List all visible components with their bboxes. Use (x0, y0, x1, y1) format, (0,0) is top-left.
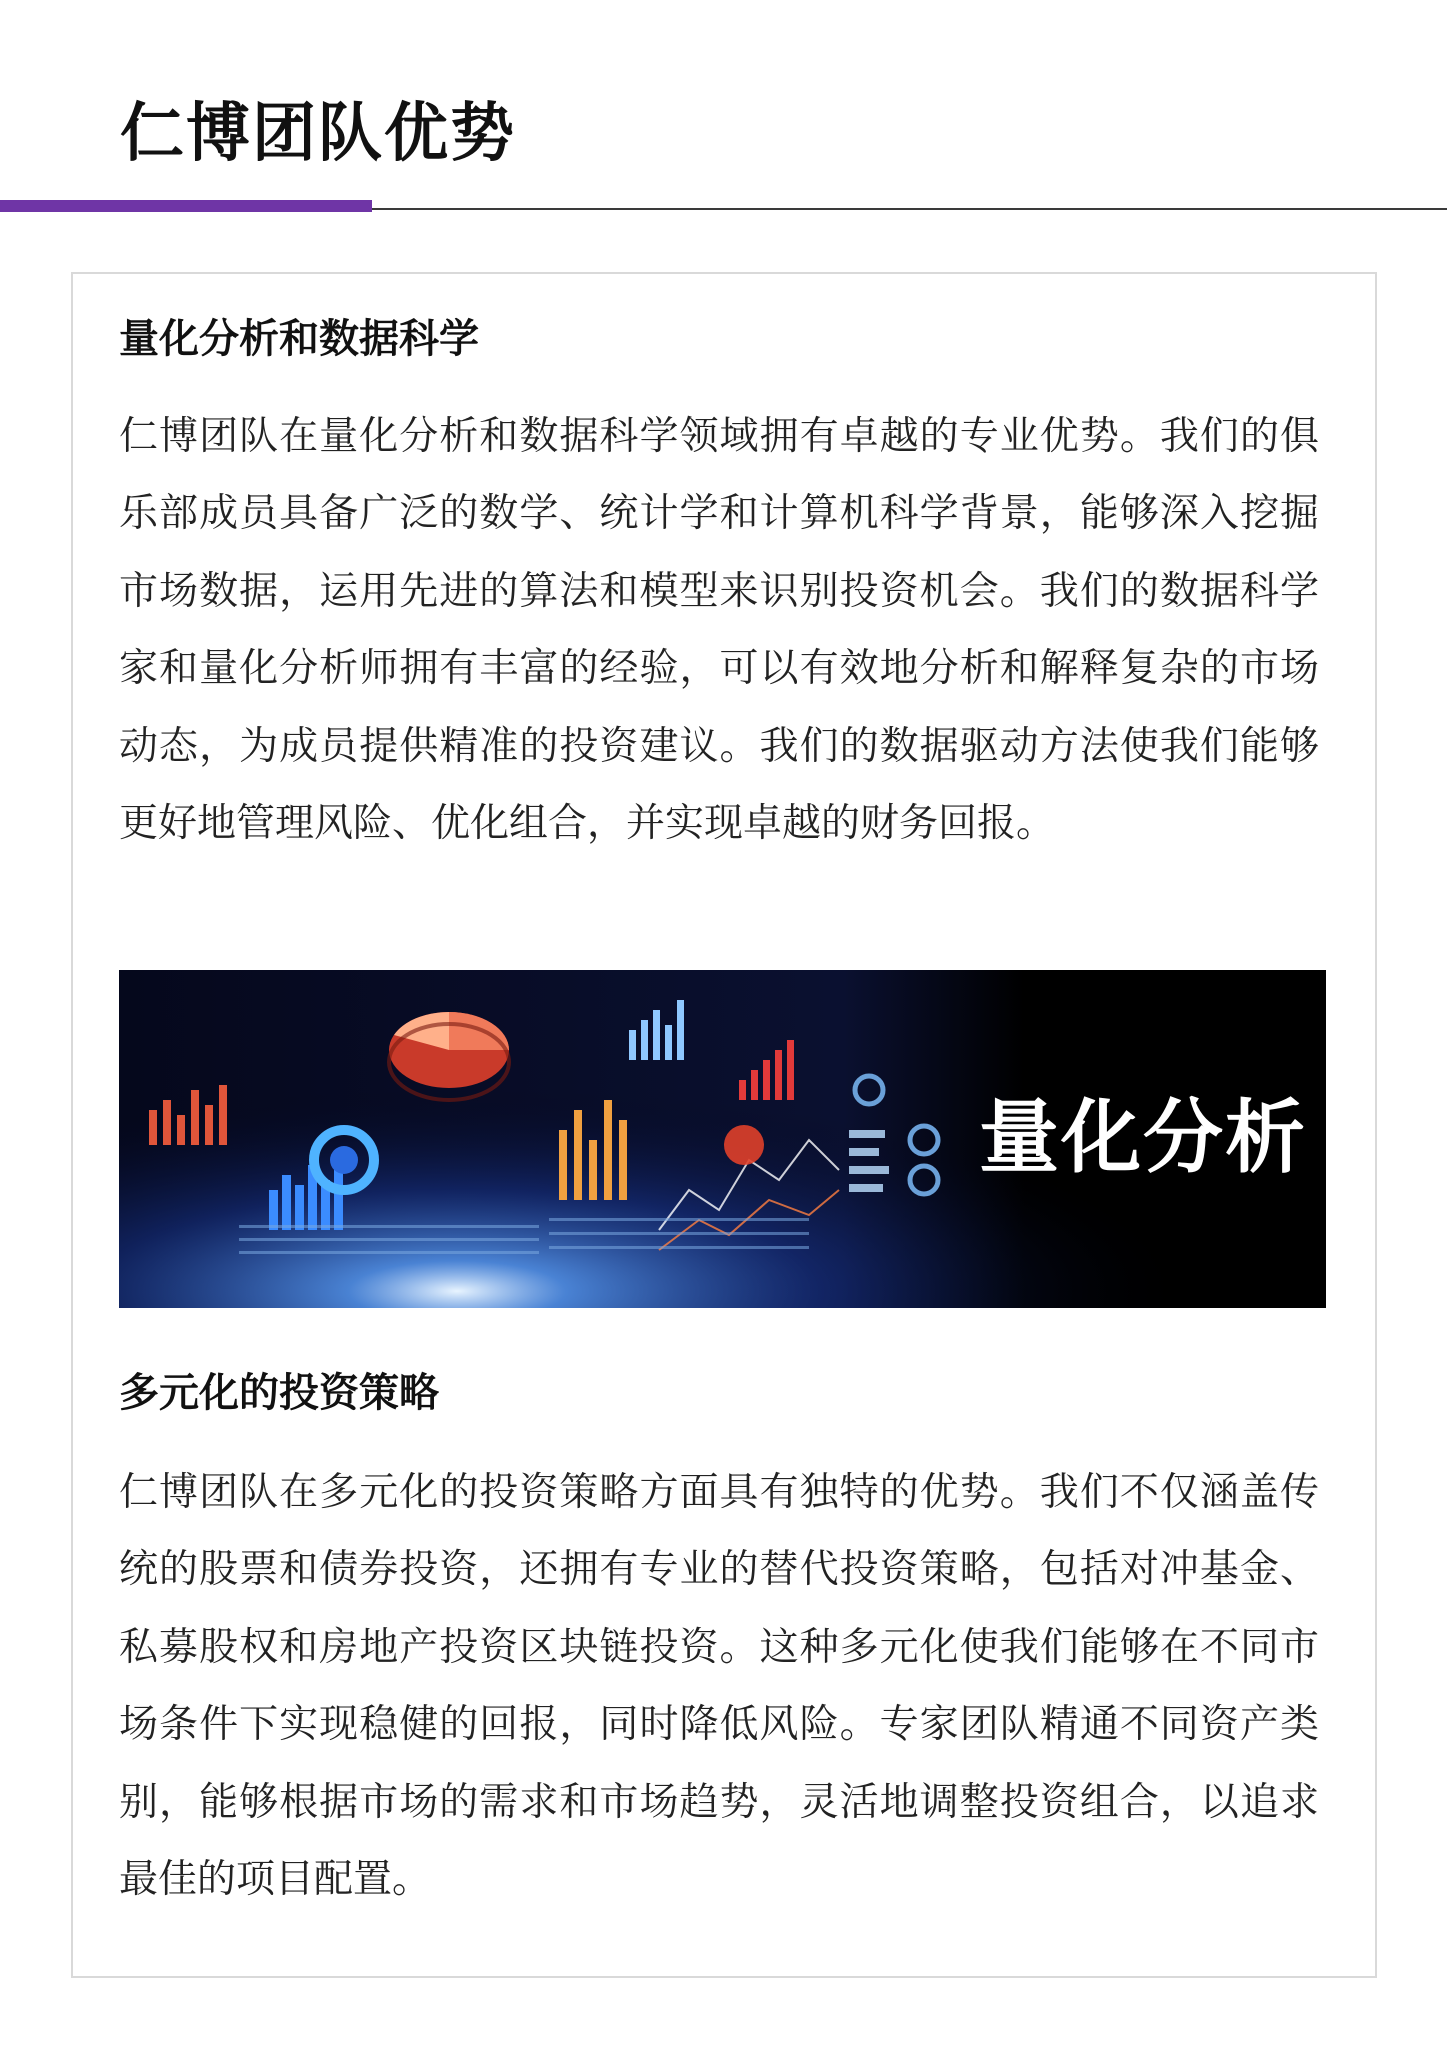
title-accent-bar (0, 200, 372, 212)
section-body-diversified: 仁博团队在多元化的投资策略方面具有独特的优势。我们不仅涵盖传统的股票和债券投资，还拥有专业的替代投资策略，包括对冲基金、私募股权和房地产投资区块链投资。这种多元化使我们能够在不同市场条件下实现稳健的回报，同时降低风险。专家团队精通不同资产类别，能够根据市场的需求和市场趋势，灵活地调整投资组合，以追求最佳的项目配置。 (119, 1470, 1319, 1903)
section-heading-diversified: 多元化的投资策略 (119, 1370, 439, 1416)
page-title: 仁博团队优势 (120, 97, 516, 171)
quant-analysis-banner (119, 970, 1326, 1308)
banner-label: 量化分析 (979, 1091, 1307, 1184)
section-body-quant: 仁博团队在量化分析和数据科学领域拥有卓越的专业优势。我们的俱乐部成员具备广泛的数学、统计学和计算机科学背景，能够深入挖掘市场数据，运用先进的算法和模型来识别投资机会。我们的数据科学家和量化分析师拥有丰富的经验，可以有效地分析和解释复杂的市场动态，为成员提供精准的投资建议。我们的数据驱动方法使我们能够更好地管理风险、优化组合，并实现卓越的财务回报。 (119, 414, 1319, 847)
section-heading-quant: 量化分析和数据科学 (119, 316, 479, 362)
